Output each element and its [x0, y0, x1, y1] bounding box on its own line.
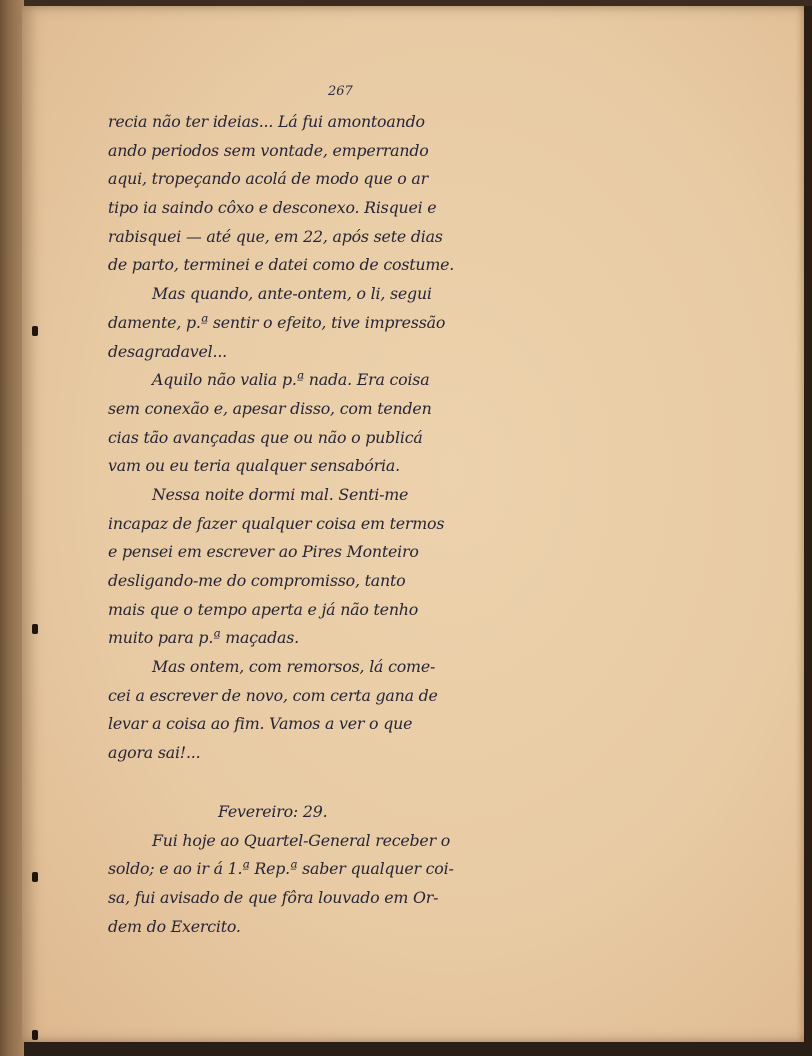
book-binding-edge — [0, 0, 24, 1056]
text-line: de parto, terminei e datei como de costume. — [108, 255, 455, 275]
text-line: Fui hoje ao Quartel-General receber o — [152, 830, 451, 850]
text-line: cias tão avançadas que ou não o publicá — [108, 427, 423, 447]
text-line: tipo ia saindo côxo e desconexo. Risquei e — [108, 198, 437, 218]
text-line: Mas ontem, com remorsos, lá come- — [152, 657, 436, 677]
binding-stitch-mark — [32, 624, 38, 634]
text-line: agora sai!... — [108, 743, 201, 763]
text-line: desagradavel... — [108, 341, 227, 361]
page-number: 267 — [328, 84, 353, 99]
text-line: cei a escrever de novo, com certa gana de — [108, 685, 438, 705]
text-line: e pensei em escrever ao Pires Monteiro — [108, 542, 419, 562]
text-line: incapaz de fazer qualquer coisa em termos — [108, 513, 445, 533]
handwritten-text-block — [108, 108, 598, 941]
text-line: Nessa noite dormi mal. Senti-me — [152, 484, 409, 504]
text-line: mais que o tempo aperta e já não tenho — [108, 599, 419, 619]
text-line: sa, fui avisado de que fôra louvado em Or- — [108, 887, 439, 907]
binding-stitch-mark — [32, 326, 38, 336]
text-line: aqui, tropeçando acolá de modo que o ar — [108, 169, 428, 189]
text-line: soldo; e ao ir á 1.ª Rep.ª saber qualquer coi- — [108, 859, 454, 879]
text-line: recia não ter ideias... Lá fui amontoando — [108, 112, 425, 131]
text-line: Mas quando, ante-ontem, o li, segui — [152, 284, 432, 304]
text-line: muito para p.ª maçadas. — [108, 628, 299, 648]
binding-stitch-mark — [32, 1030, 38, 1040]
text-line: desligando-me do compromisso, tanto — [108, 571, 406, 590]
text-line: vam ou eu teria qualquer sensabória. — [108, 456, 400, 476]
diary-date-heading: Fevereiro: 29. — [218, 801, 328, 821]
text-line: Aquilo não valia p.ª nada. Era coisa — [152, 370, 430, 390]
text-line: dem do Exercito. — [108, 916, 241, 936]
text-line: sem conexão e, apesar disso, com tenden — [108, 398, 432, 418]
text-line: levar a coisa ao fim. Vamos a ver o que — [108, 714, 413, 734]
paragraph-gap — [108, 768, 598, 798]
text-line: damente, p.ª sentir o efeito, tive impressão — [108, 312, 446, 332]
binding-stitch-mark — [32, 872, 38, 882]
text-line: ando periodos sem vontade, emperrando — [108, 140, 429, 160]
text-line: rabisquei — até que, em 22, após sete dias — [108, 226, 443, 246]
